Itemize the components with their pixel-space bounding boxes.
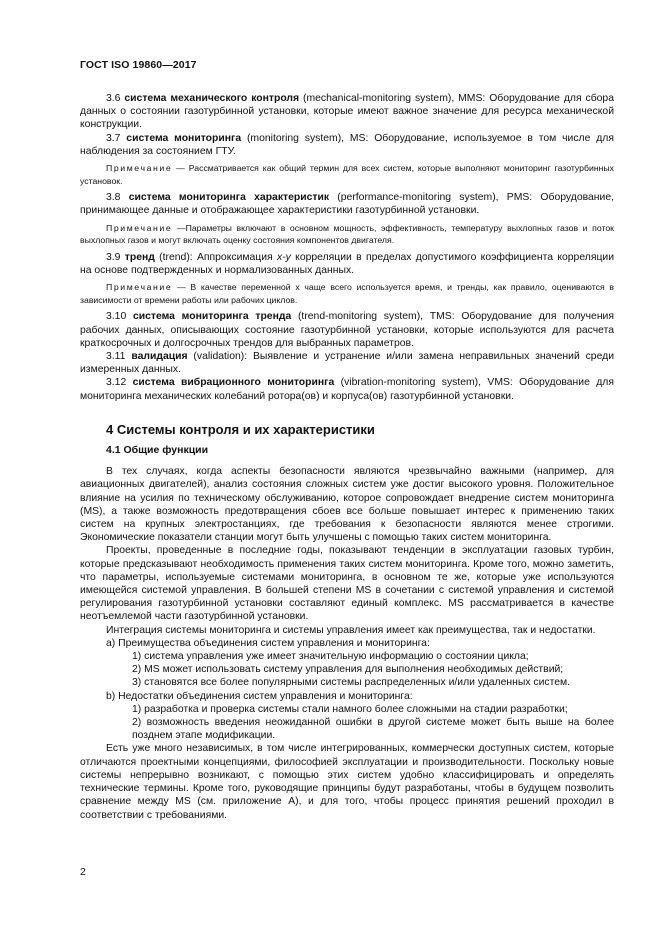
list-item-a1: 1) система управления уже имеет значительную информацию о состоянии цикла;	[132, 651, 529, 663]
term: система мониторинга	[126, 132, 242, 144]
list-item-a3: 3) становятся все более популярными системы распределенных и/или удаленных систем.	[132, 677, 571, 689]
definition-3-7	[80, 132, 614, 158]
paragraph: Есть уже много независимых, в том числе интегрированных, коммерчески доступных систем, которые отличаются проектными концепциями, философией эксплуатации и производительности. Поскольку новые системы непрерывно возникают, с помощью этих систем удобно классифицировать и определять технические термины. Кроме того, руководящие принципы будут разработаны, чтобы в будущем позволить сравнение между MS (см. приложение А), и для того, чтобы процесс принятия решений проходил в соответствии с требованиями.	[80, 743, 614, 821]
paragraph: Интеграция системы мониторинга и системы управления имеет как преимущества, так и недостатки.	[106, 624, 596, 636]
term: система мониторинга тренда	[132, 311, 292, 323]
note-label: Примечание	[106, 163, 173, 174]
paragraph: Проекты, проведенные в последние годы, показывают тенденции в эксплуатации газовых турбин, которые предсказывают необходимость применения таких систем мониторинга. Кроме того, можно заметить, что параметры, используемые системами мониторинга, в основном те же, которые уже используются имеющейся системой управления. В большей степени MS в сочетании с системой управления и системой регулирования газотурбинной установки составляют единый комплекс. MS рассматривается в качестве неотъемлемой части газотурбинной установки.	[80, 545, 614, 623]
definition-3-6	[80, 92, 614, 132]
page-content	[80, 92, 614, 822]
note-text: —Параметры включают в основном мощность, эффективность, температуру выхлопных газов и поток выхлопных газов и могут включать оценку состояния компонентов двигателя.	[80, 222, 614, 246]
list-item-b2: 2) возможность введения неожиданной ошибки в другой системе может быть выше на более позднем этапе модификации.	[132, 717, 614, 742]
term-number: 3.12	[106, 377, 133, 389]
subsection-heading: 4.1 Общие функции	[106, 444, 209, 457]
list-item-a2: 2) MS может использовать систему управления для выполнения необходимых действий;	[132, 664, 564, 676]
definition-3-10	[80, 310, 614, 350]
definition-3-8	[80, 191, 614, 217]
term-definition: (validation): Выявление и устранение и/или замена неправильных значений среди измеренных данных.	[80, 351, 615, 376]
term-definition: (trend): Аппроксимация	[154, 251, 277, 263]
note-3-7	[80, 162, 614, 187]
note-text: — Рассматривается как общий термин для всех систем, которые выполняют мониторинг газотурбинных установок.	[80, 163, 614, 186]
note-text: — В качестве переменной x чаще всего используется время, и тренды, как правило, оцениваются в зависимости от времени работы или рабочих циклов.	[80, 282, 614, 305]
note-label: Примечание	[106, 282, 173, 293]
term: система мониторинга характеристик	[128, 192, 330, 204]
note-3-9	[80, 281, 614, 306]
xy-variable: x-y	[277, 251, 291, 263]
note-label: Примечание	[106, 222, 173, 233]
term: система механического контроля	[124, 93, 300, 104]
term-definition-cont: корреляции в пределах допустимого коэффициента корреляции на основе подтвержденных и нормализованных данных.	[80, 251, 614, 276]
list-item-b: b) Недостатки объединения систем управления и мониторинга:	[106, 690, 413, 702]
list-item-b1: 1) разработка и проверка системы стали намного более сложными на стадии разработки;	[132, 703, 568, 715]
definition-3-12	[80, 376, 614, 402]
page-number: 2	[80, 866, 86, 878]
term-number: 3.11	[106, 351, 132, 362]
term: валидация	[131, 351, 188, 362]
term-definition: (vibration-monitoring system), VMS: Оборудование для мониторинга механических колебаний ротора(ов) и корпуса(ов) газотурбинной установки.	[80, 377, 614, 402]
section-heading: 4 Системы контроля и их характеристики	[106, 421, 375, 437]
term-definition: (trend-monitoring system), TMS: Оборудование для получения рабочих данных, описывающих состояние газотурбинной установки, которые используются для расчета краткосрочных и долгосрочных трендов для выбранных параметров.	[80, 311, 614, 349]
term-number: 3.6	[106, 93, 125, 104]
term-number: 3.7	[106, 132, 127, 144]
note-3-8	[80, 222, 614, 247]
definition-3-9	[80, 251, 614, 277]
term-definition: (performance-monitoring system), PMS: Оборудование, принимающее данные и отображающее характеристики газотурбинной установки.	[80, 192, 614, 217]
term: система вибрационного мониторинга	[132, 377, 335, 389]
term-definition: (monitoring system), MS: Оборудование, используемое в том числе для наблюдения за состоянием ГТУ.	[80, 132, 614, 157]
definition-3-11	[80, 350, 614, 376]
term: тренд	[124, 251, 155, 263]
term-number: 3.9	[106, 251, 125, 263]
document-header: ГОСТ ISO 19860—2017	[80, 59, 197, 71]
paragraph: В тех случаях, когда аспекты безопасности являются чрезвычайно важными (например, для авиационных двигателей), анализ состояния сложных систем уже достиг высокого уровня. Положительное влияние на усилия по техническому обслуживанию, которое сопровождает внедрение систем мониторинга (MS), а также возможность предотвращения сбоев все больше повышает интерес к применению таких систем на крупных электростанциях, где требования к безопасности являются менее строгими. Экономические показатели станции могут быть улучшены с помощью таких систем мониторинга.	[80, 466, 614, 544]
term-number: 3.8	[106, 192, 129, 204]
list-item-a: а) Преимущества объединения систем управления и мониторинга:	[106, 637, 430, 649]
term-definition: (mechanical-monitoring system), MMS: Оборудование для сбора данных о состоянии газотурбинной установки, которые имеют важное значение для ресурса механической конструкции.	[80, 93, 614, 131]
term-number: 3.10	[106, 311, 133, 323]
